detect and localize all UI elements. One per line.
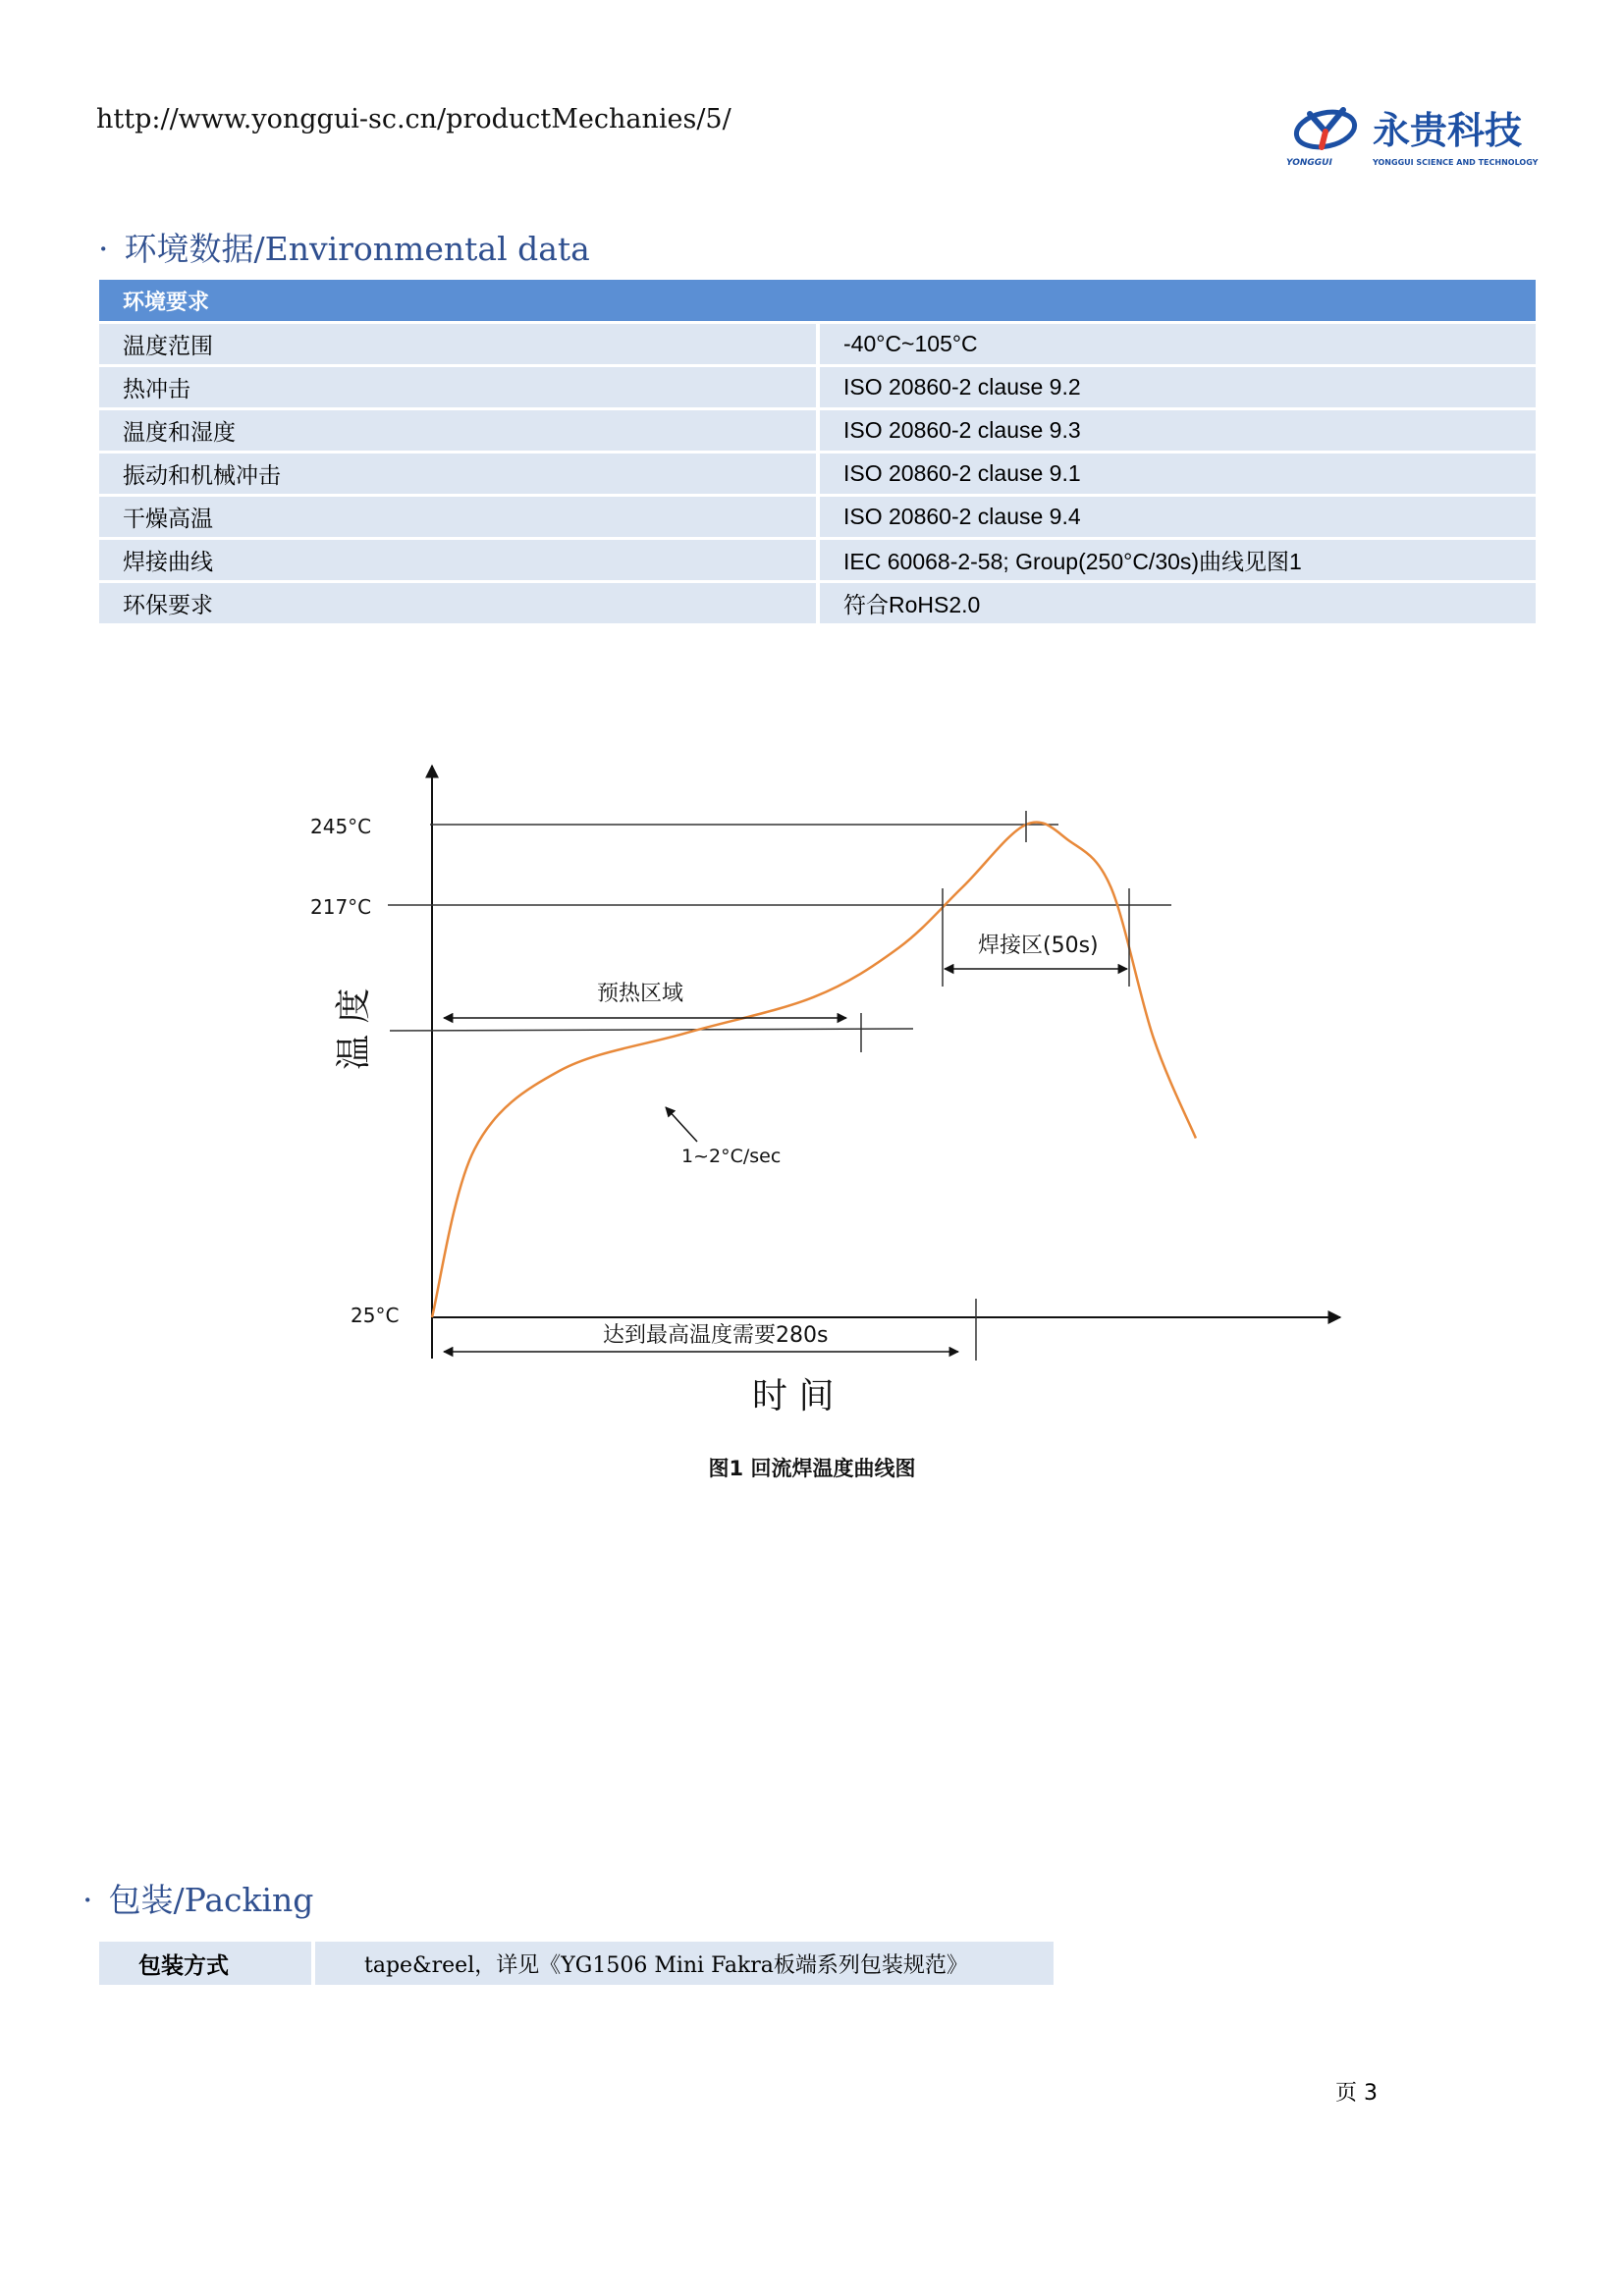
row-key: 焊接曲线 (99, 540, 820, 580)
environment-table (99, 277, 1536, 626)
reflow-curve (432, 823, 1196, 1317)
table-row (99, 540, 1536, 580)
logo-sub-left: YONGGUI (1286, 158, 1332, 168)
y-tick-217: 217°C (310, 895, 372, 919)
logo-text: 永贵科技 (1373, 109, 1523, 152)
table-row (99, 583, 1536, 623)
time-label: 达到最高温度需要280s (603, 1323, 829, 1348)
y-tick-25: 25°C (351, 1304, 400, 1327)
company-logo (1286, 104, 1549, 173)
row-value: ISO 20860-2 clause 9.3 (820, 410, 1536, 451)
y-axis-label: 温 度 (334, 988, 374, 1070)
row-key: 温度范围 (99, 324, 820, 364)
row-value: 符合RoHS2.0 (820, 583, 1536, 623)
preheat-label: 预热区域 (597, 982, 684, 1006)
row-key: 振动和机械冲击 (99, 454, 820, 494)
row-value: IEC 60068-2-58; Group(250°C/30s)曲线见图1 (820, 540, 1536, 580)
env-title-text: 环境数据/Environmental data (124, 230, 590, 268)
packing-table (99, 1942, 1054, 1985)
packing-key: 包装方式 (99, 1942, 311, 1985)
x-axis-label: 时 间 (752, 1376, 835, 1416)
ref-line-preheat (390, 1029, 913, 1031)
pack-section-title (82, 1875, 313, 1921)
ramp-label: 1~2°C/sec (681, 1146, 782, 1167)
table-row (99, 367, 1536, 407)
table-row (99, 410, 1536, 451)
table-row (99, 454, 1536, 494)
ramp-arrow (666, 1107, 697, 1142)
row-value: ISO 20860-2 clause 9.2 (820, 367, 1536, 407)
page-number: 页 3 (1335, 2081, 1378, 2106)
table-header: 环境要求 (99, 280, 1536, 321)
row-key: 温度和湿度 (99, 410, 820, 451)
y-tick-245: 245°C (310, 815, 372, 838)
bullet: · (82, 1881, 93, 1919)
row-key: 热冲击 (99, 367, 820, 407)
row-value: ISO 20860-2 clause 9.4 (820, 497, 1536, 537)
solder-label: 焊接区(50s) (978, 934, 1099, 958)
document-url: http://www.yonggui-sc.cn/productMechanies/5/ (96, 104, 731, 134)
figure-caption: 图1 回流焊温度曲线图 (708, 1457, 916, 1480)
packing-value: tape&reel，详见《YG1506 Mini Fakra板端系列包装规范》 (315, 1942, 1054, 1985)
bullet: · (98, 230, 109, 268)
table-row (99, 497, 1536, 537)
logo-sub-right: YONGGUI SCIENCE AND TECHNOLOGY (1373, 158, 1539, 167)
row-value: -40°C~105°C (820, 324, 1536, 364)
row-key: 干燥高温 (99, 497, 820, 537)
table-row (99, 324, 1536, 364)
row-value: ISO 20860-2 clause 9.1 (820, 454, 1536, 494)
env-section-title (98, 224, 590, 270)
row-key: 环保要求 (99, 583, 820, 623)
pack-title-text: 包装/Packing (108, 1881, 314, 1919)
